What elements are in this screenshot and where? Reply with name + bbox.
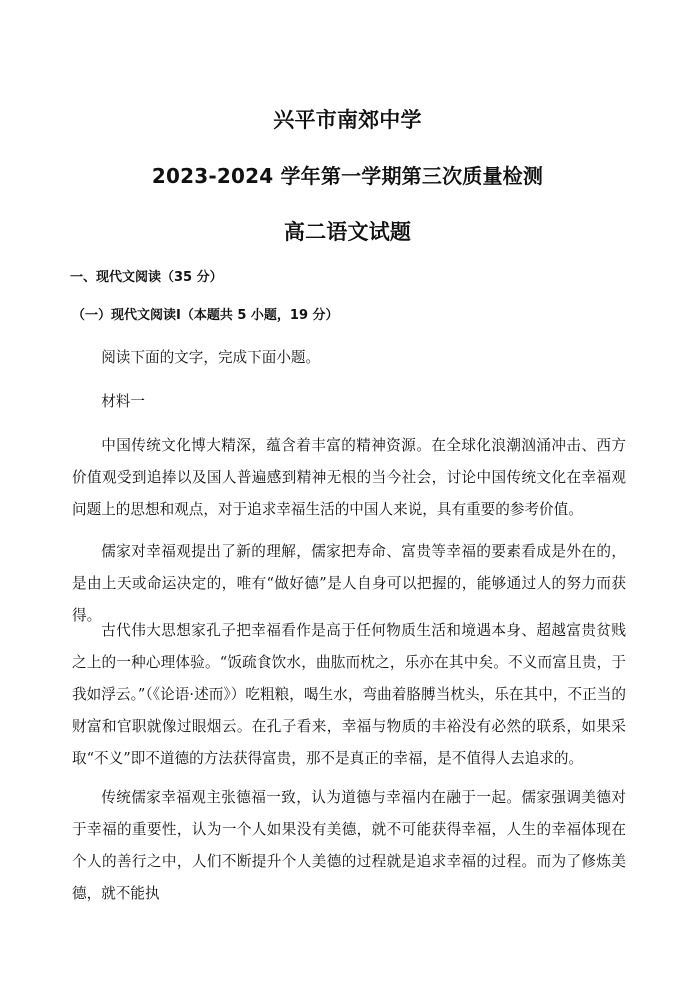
body-paragraph: 中国传统文化博大精深，蕴含着丰富的精神资源。在全球化浪潮汹涌冲击、西方价值观受到追捧以及国人普遍感到精神无根的当今社会，讨论中国传统文化在幸福观问题上的思想和观点，对于追求幸福生活的中国人来说，具有重要的参考价值。 xyxy=(72,437,626,518)
subsection-heading: （一）现代文阅读Ⅰ（本题共 5 小题，19 分） xyxy=(72,308,339,323)
school-title: 兴平市南郊中学 xyxy=(273,108,422,132)
reading-instruction: 阅读下面的文字，完成下面小题。 xyxy=(101,349,321,366)
exam-title: 2023-2024 学年第一学期第三次质量检测 xyxy=(151,164,544,188)
material-label: 材料一 xyxy=(101,393,145,410)
subject-title: 高二语文试题 xyxy=(283,220,412,244)
body-paragraph: 古代伟大思想家孔子把幸福看作是高于任何物质生活和境遇本身、超越富贵贫贱之上的一种心理体验。“饭疏食饮水，曲肱而枕之，乐亦在其中矣。不义而富且贵，于我如浮云。”（《论语·述而》）吃粗粮，喝生水，弯曲着胳膊当枕头，乐在其中，不正当的财富和官职就像过眼烟云。在孔子看来，幸福与物质的丰裕没有必然的联系，如果采取“不义”即不道德的方法获得富贵，那不是真正的幸福，是不值得人去追求的。 xyxy=(72,622,626,767)
body-paragraph: 传统儒家幸福观主张德福一致，认为道德与幸福内在融于一起。儒家强调美德对于幸福的重要性，认为一个人如果没有美德，就不可能获得幸福，人生的幸福体现在个人的善行之中，人们不断提升个人美德的过程就是追求幸福的过程。而为了修炼美德，就不能执 xyxy=(72,789,626,902)
section-heading: 一、现代文阅读（35 分） xyxy=(70,270,223,285)
body-paragraph: 儒家对幸福观提出了新的理解，儒家把寿命、富贵等幸福的要素看成是外在的，是由上天或命运决定的，唯有“做好德”是人自身可以把握的，能够通过人的努力而获得。 xyxy=(72,543,626,624)
